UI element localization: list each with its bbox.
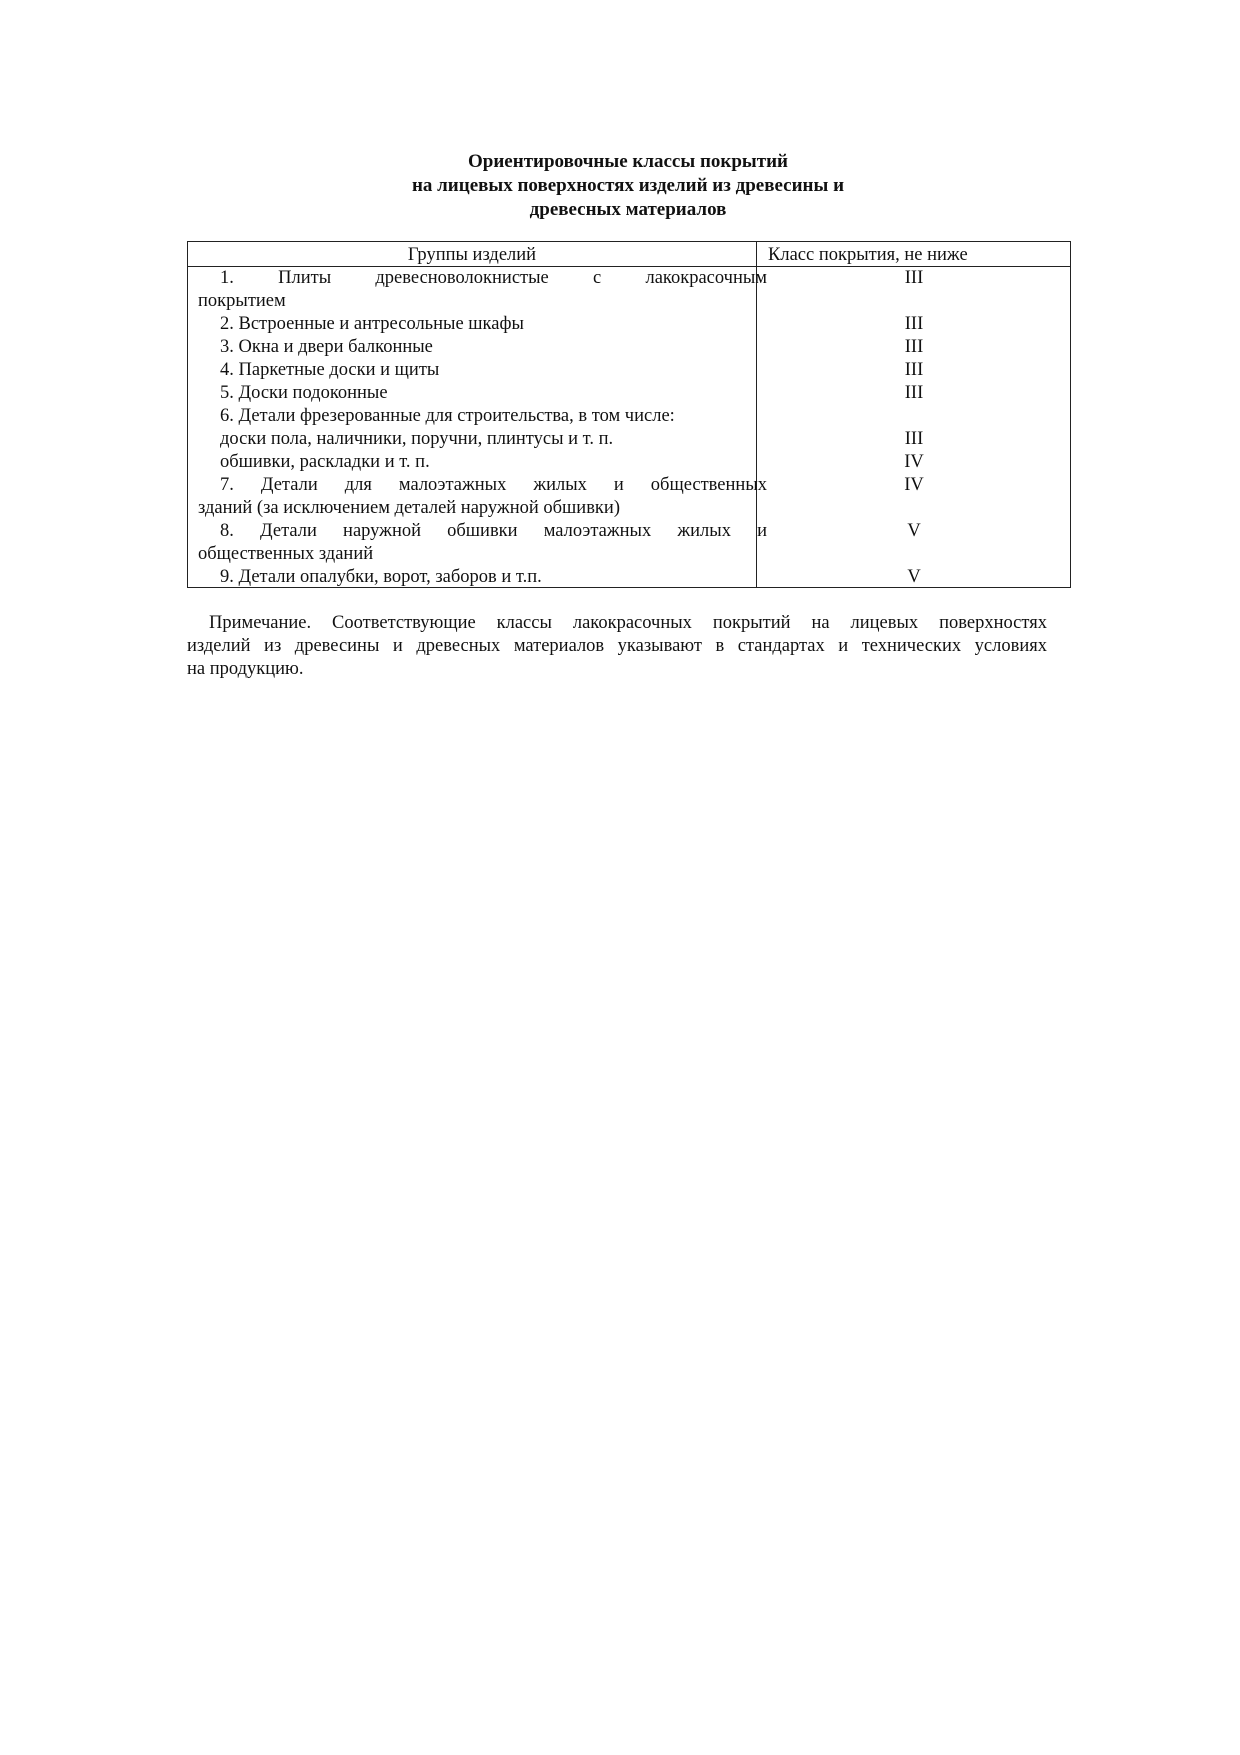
header-product-groups: Группы изделий <box>407 245 537 265</box>
row-8-line-2: общественных зданий <box>198 544 374 564</box>
title-line-1: Ориентировочные классы покрытий <box>468 151 788 172</box>
note-line-2: изделий из древесины и древесных материалов указывают в стандартах и технических условиях <box>187 636 1047 656</box>
row-5-line-1: 5. Доски подоконные <box>220 383 388 403</box>
row-7-line-1: 7. Детали для малоэтажных жилых и общественных <box>220 475 767 495</box>
title-line-3: древесных материалов <box>529 199 727 220</box>
table-note <box>187 612 1047 681</box>
row-7-class: IV <box>904 475 924 495</box>
row-7-line-2: зданий (за исключением деталей наружной обшивки) <box>198 498 620 518</box>
row-3-line-1: 3. Окна и двери балконные <box>220 337 433 357</box>
row-1-line-2: покрытием <box>198 291 286 311</box>
row-4-class: III <box>904 360 924 380</box>
row-2-class: III <box>904 314 924 334</box>
note-line-3: на продукцию. <box>187 659 304 679</box>
row-1-line-1: 1. Плиты древесноволокнистые с лакокрасочным <box>220 268 767 288</box>
coating-classes-table <box>187 241 1071 588</box>
row-8-class: V <box>907 521 921 541</box>
title-line-2: на лицевых поверхностях изделий из древесины и <box>411 175 845 196</box>
row-6a-line-1: доски пола, наличники, поручни, плинтусы и т. п. <box>220 429 614 449</box>
document-title <box>188 150 1068 222</box>
row-1-class: III <box>904 268 924 288</box>
row-6b-line-1: обшивки, раскладки и т. п. <box>220 452 430 472</box>
row-4-line-1: 4. Паркетные доски и щиты <box>220 360 440 380</box>
row-6-line-1: 6. Детали фрезерованные для строительства, в том числе: <box>220 406 675 426</box>
row-8-line-1: 8. Детали наружной обшивки малоэтажных жилых и <box>220 521 767 541</box>
row-2-line-1: 2. Встроенные и антресольные шкафы <box>220 314 524 334</box>
row-6a-class: III <box>904 429 924 449</box>
row-5-class: III <box>904 383 924 403</box>
row-6b-class: IV <box>904 452 924 472</box>
header-coating-class: Класс покрытия, не ниже <box>768 245 968 265</box>
row-3-class: III <box>904 337 924 357</box>
row-9-class: V <box>907 567 921 587</box>
row-9-line-1: 9. Детали опалубки, ворот, заборов и т.п. <box>220 567 542 587</box>
note-line-1: Примечание. Соответствующие классы лакокрасочных покрытий на лицевых поверхностях <box>209 613 1047 633</box>
